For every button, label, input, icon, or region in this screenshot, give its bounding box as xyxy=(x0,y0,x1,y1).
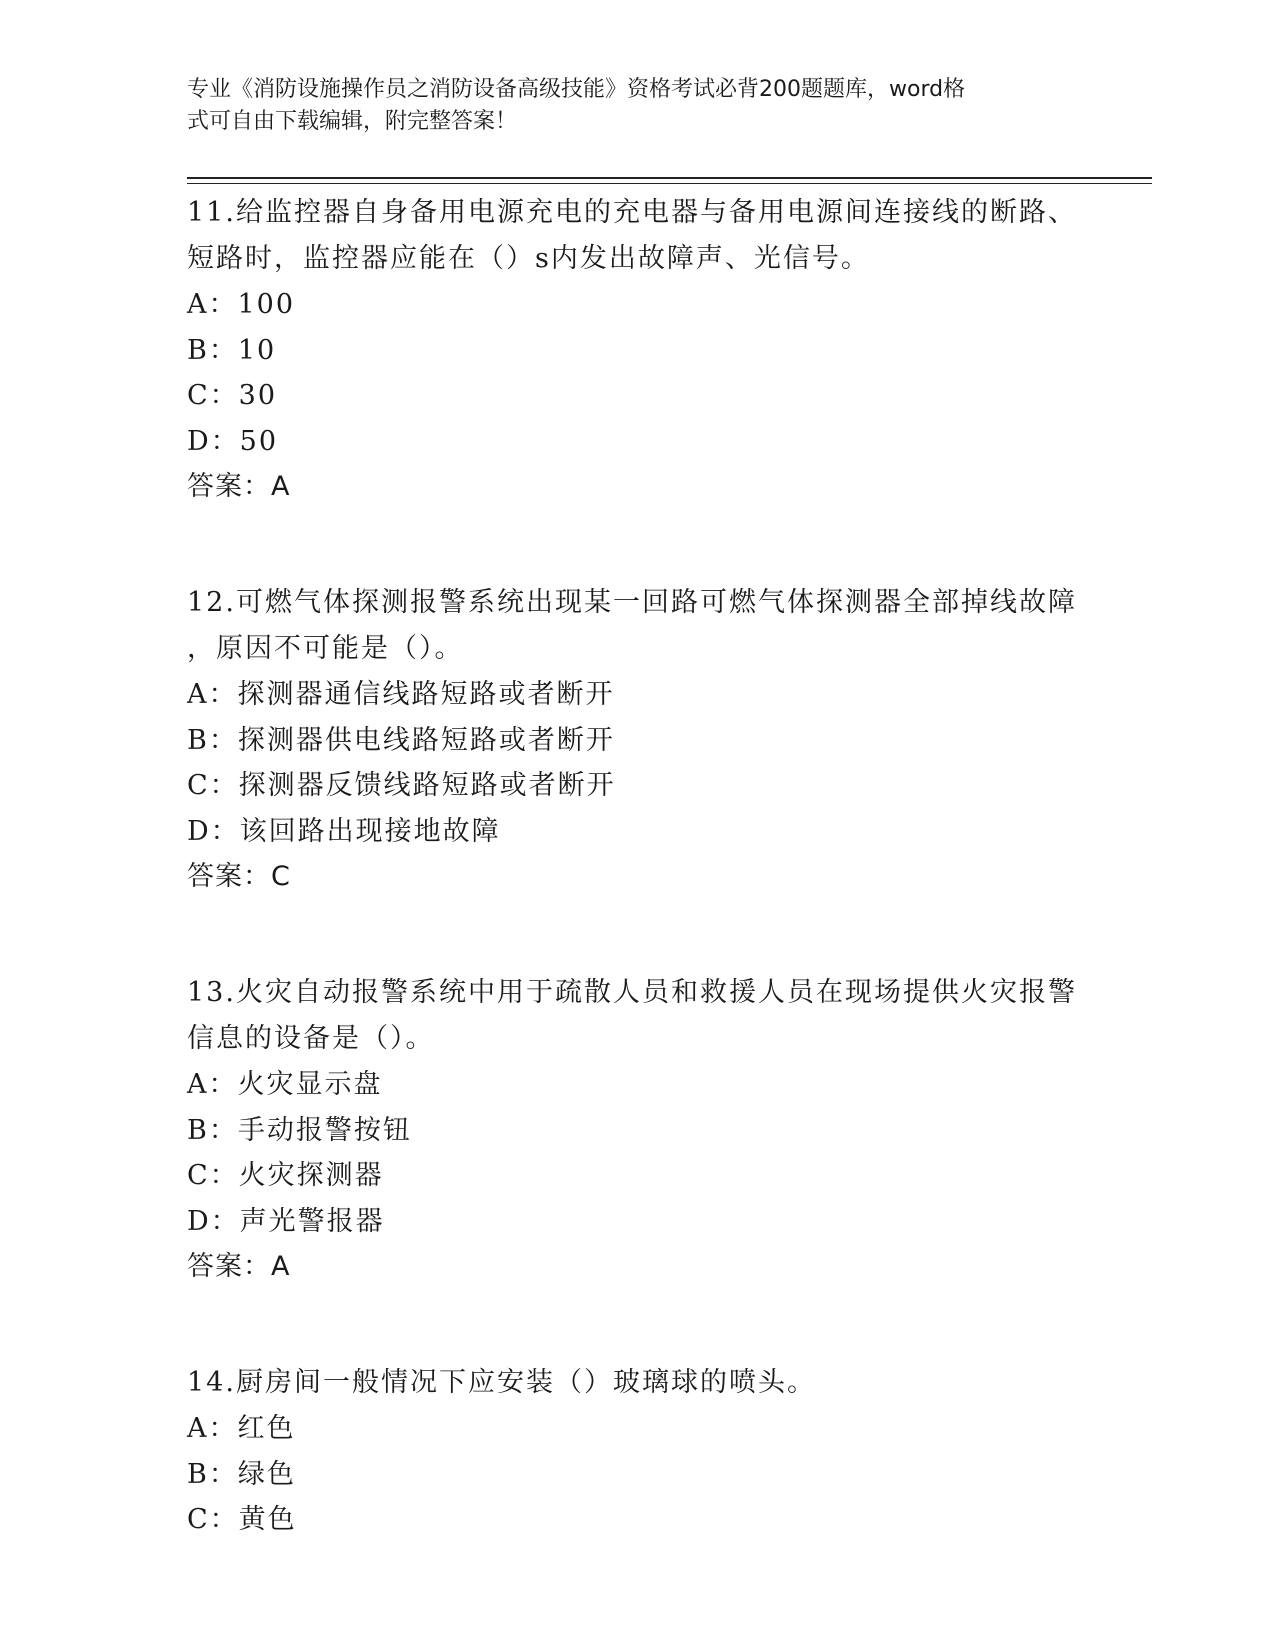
document-header xyxy=(187,74,1087,138)
option-d: D：声光警报器 xyxy=(187,1205,385,1237)
question-stem-cont: 信息的设备是（）。 xyxy=(187,1023,435,1054)
option-b: B：手动报警按钮 xyxy=(187,1114,412,1146)
question-14 xyxy=(187,1360,1087,1543)
option-a: A：100 xyxy=(187,289,296,320)
answer: 答案：A xyxy=(187,1251,291,1282)
header-divider xyxy=(187,177,1152,179)
spacer xyxy=(187,510,1087,580)
spacer xyxy=(187,1290,1087,1360)
header-divider-thin xyxy=(187,183,1152,184)
option-b: B：探测器供电线路短路或者断开 xyxy=(187,724,615,756)
option-c: C：探测器反馈线路短路或者断开 xyxy=(187,770,616,801)
question-12 xyxy=(187,580,1087,900)
header-line-1: 专业《消防设施操作员之消防设备高级技能》资格考试必背200题题库，word格 xyxy=(187,77,966,102)
question-13 xyxy=(187,970,1087,1290)
question-stem: 11.给监控器自身备用电源充电的充电器与备用电源间连接线的断路、 xyxy=(187,197,1077,228)
option-a: A：火灾显示盘 xyxy=(187,1069,383,1100)
answer: 答案：A xyxy=(187,471,291,502)
spacer xyxy=(187,900,1087,970)
answer: 答案：C xyxy=(187,861,291,892)
question-list xyxy=(187,190,1087,1543)
option-c: C：黄色 xyxy=(187,1504,297,1535)
question-stem: 12.可燃气体探测报警系统出现某一回路可燃气体探测器全部掉线故障 xyxy=(187,587,1077,618)
header-line-2: 式可自由下载编辑，附完整答案！ xyxy=(187,109,518,134)
option-d: D：该回路出现接地故障 xyxy=(187,815,501,847)
option-d: D：50 xyxy=(187,425,279,457)
option-a: A：红色 xyxy=(187,1413,296,1444)
option-b: B：绿色 xyxy=(187,1458,296,1490)
option-c: C：30 xyxy=(187,380,278,411)
question-stem-cont: 短路时，监控器应能在（）s内发出故障声、光信号。 xyxy=(187,243,870,274)
question-stem: 14.厨房间一般情况下应安装（）玻璃球的喷头。 xyxy=(187,1367,816,1398)
question-stem-cont: ，原因不可能是（）。 xyxy=(187,633,464,664)
option-a: A：探测器通信线路短路或者断开 xyxy=(187,679,615,710)
option-c: C：火灾探测器 xyxy=(187,1160,384,1191)
question-11 xyxy=(187,190,1087,510)
question-stem: 13.火灾自动报警系统中用于疏散人员和救援人员在现场提供火灾报警 xyxy=(187,977,1077,1008)
option-b: B：10 xyxy=(187,334,277,366)
